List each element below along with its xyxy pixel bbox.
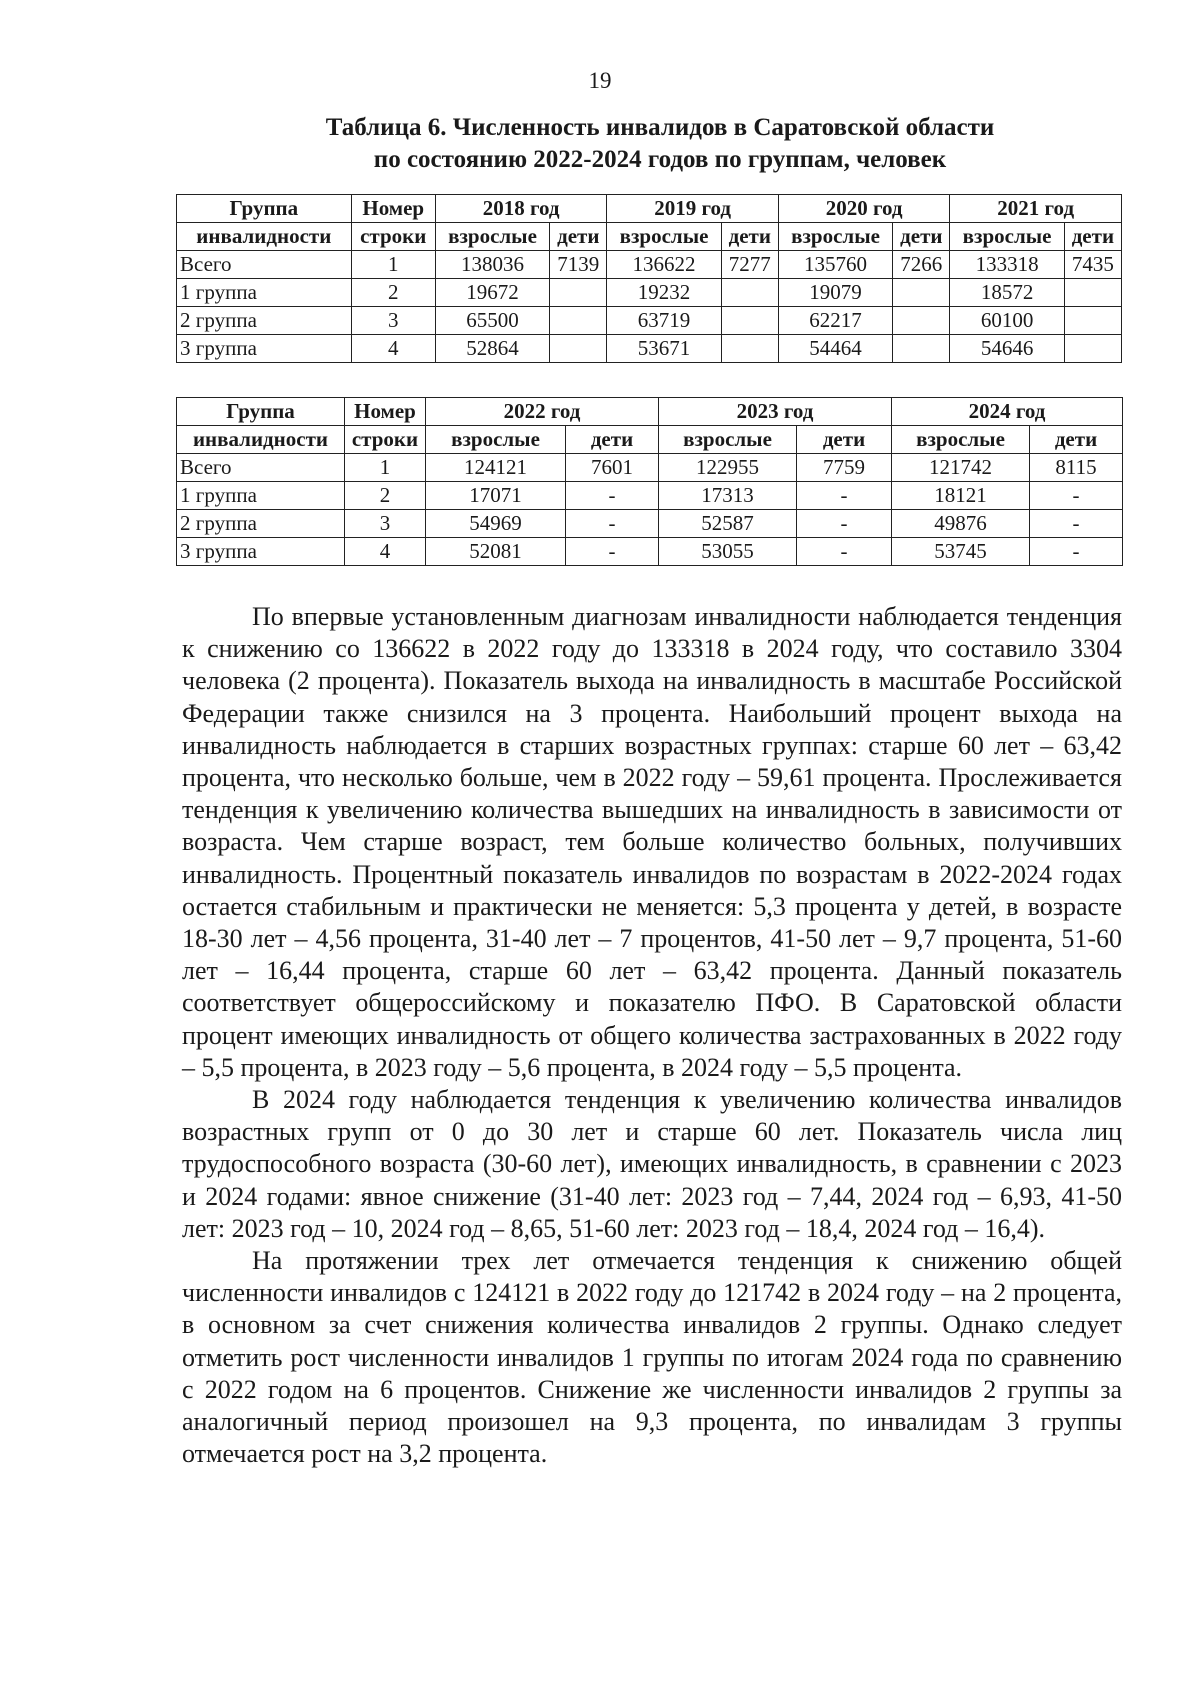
cell-adults: 52081	[426, 538, 566, 566]
table-header-row	[177, 195, 1122, 223]
cell-adults: 63719	[607, 307, 721, 335]
cell-adults: 53671	[607, 335, 721, 363]
subheader-children: дети	[1030, 426, 1123, 454]
subheader-adults: взрослые	[892, 426, 1030, 454]
cell-adults: 54969	[426, 510, 566, 538]
cell-adults: 54646	[950, 335, 1064, 363]
table-subheader-row	[177, 223, 1122, 251]
cell-children	[893, 335, 950, 363]
cell-adults: 136622	[607, 251, 721, 279]
row-label: Всего	[177, 454, 345, 482]
subheader-adults: взрослые	[778, 223, 892, 251]
disability-table-2022-2024	[176, 397, 1123, 566]
cell-adults: 53745	[892, 538, 1030, 566]
cell-children	[1064, 307, 1121, 335]
table-header-row	[177, 398, 1123, 426]
header-group-cont: инвалидности	[177, 426, 345, 454]
cell-children	[550, 335, 607, 363]
cell-adults: 53055	[659, 538, 797, 566]
cell-adults: 19232	[607, 279, 721, 307]
header-row-number: Номер	[351, 195, 435, 223]
cell-children: -	[797, 538, 892, 566]
cell-children	[1064, 279, 1121, 307]
cell-adults: 133318	[950, 251, 1064, 279]
row-label: 1 группа	[177, 279, 352, 307]
subheader-adults: взрослые	[426, 426, 566, 454]
body-text	[182, 601, 1122, 1470]
row-number: 2	[345, 482, 426, 510]
cell-children: 7435	[1064, 251, 1121, 279]
row-label: 3 группа	[177, 335, 352, 363]
cell-adults: 122955	[659, 454, 797, 482]
cell-children: -	[1030, 538, 1123, 566]
cell-children: -	[1030, 482, 1123, 510]
table-row	[177, 510, 1123, 538]
header-year: 2021 год	[950, 195, 1122, 223]
row-number: 1	[351, 251, 435, 279]
subheader-children: дети	[550, 223, 607, 251]
cell-adults: 121742	[892, 454, 1030, 482]
cell-children: 8115	[1030, 454, 1123, 482]
cell-adults: 19672	[435, 279, 549, 307]
cell-children	[550, 279, 607, 307]
cell-children: -	[566, 482, 659, 510]
cell-children	[721, 335, 778, 363]
cell-adults: 60100	[950, 307, 1064, 335]
subheader-children: дети	[797, 426, 892, 454]
table-row	[177, 279, 1122, 307]
subheader-children: дети	[893, 223, 950, 251]
row-number: 2	[351, 279, 435, 307]
cell-adults: 135760	[778, 251, 892, 279]
cell-children	[721, 279, 778, 307]
paragraph: По впервые установленным диагнозам инвалидности наблюдается тенденция к снижению со 136622 в 2022 году до 133318 в 2024 году, что составило 3304 человека (2 процента). Показатель выхода на инвалидность в масштабе Российской Федерации также снизился на 3 процента. Наибольший процент выхода на инвалидность наблюдается в старших возрастных группах: старше 60 лет – 63,42 процента, что несколько больше, чем в 2022 году – 59,61 процента. Прослеживается тенденция к увеличению количества вышедших на инвалидность в зависимости от возраста. Чем старше возраст, тем больше количество больных, получивших инвалидность. Процентный показатель инвалидов по возрастам в 2022-2024 годах остается стабильным и практически не меняется: 5,3 процента у детей, в возрасте 18-30 лет – 4,56 процента, 31-40 лет – 7 процентов, 41-50 лет – 9,7 процента, 51-60 лет – 16,44 процента, старше 60 лет – 63,42 процента. Данный показатель соответствует общероссийскому и показателю ПФО. В Саратовской области процент имеющих инвалидность от общего количества застрахованных в 2022 году – 5,5 процента, в 2023 году – 5,6 процента, в 2024 году – 5,5 процента.	[182, 602, 1122, 1082]
subheader-adults: взрослые	[659, 426, 797, 454]
header-year: 2022 год	[426, 398, 659, 426]
table-row	[177, 251, 1122, 279]
header-year: 2019 год	[607, 195, 779, 223]
table-row	[177, 335, 1122, 363]
header-row-number: Номер	[345, 398, 426, 426]
cell-children	[893, 279, 950, 307]
cell-adults: 124121	[426, 454, 566, 482]
table-row	[177, 482, 1123, 510]
subheader-children: дети	[566, 426, 659, 454]
paragraph: В 2024 году наблюдается тенденция к увеличению количества инвалидов возрастных групп от 0 до 30 лет и старше 60 лет. Показатель числа лиц трудоспособного возраста (30-60 лет), имеющих инвалидность, в сравнении с 2023 и 2024 годами: явное снижение (31-40 лет: 2023 год – 7,44, 2024 год – 6,93, 41-50 лет: 2023 год – 10, 2024 год – 8,65, 51-60 лет: 2023 год – 18,4, 2024 год – 16,4).	[182, 1085, 1122, 1243]
table-row	[177, 538, 1123, 566]
cell-children: 7139	[550, 251, 607, 279]
subheader-children: дети	[721, 223, 778, 251]
row-label: 3 группа	[177, 538, 345, 566]
table-title-line-2: по состоянию 2022-2024 годов по группам, человек	[373, 146, 947, 173]
row-label: 2 группа	[177, 510, 345, 538]
header-group: Группа	[177, 195, 352, 223]
cell-adults: 19079	[778, 279, 892, 307]
header-row-number-cont: строки	[345, 426, 426, 454]
cell-adults: 52587	[659, 510, 797, 538]
row-label: Всего	[177, 251, 352, 279]
cell-adults: 65500	[435, 307, 549, 335]
cell-children: -	[566, 510, 659, 538]
subheader-children: дети	[1064, 223, 1121, 251]
subheader-adults: взрослые	[950, 223, 1064, 251]
header-group-cont: инвалидности	[177, 223, 352, 251]
row-number: 3	[345, 510, 426, 538]
cell-children	[893, 307, 950, 335]
row-number: 1	[345, 454, 426, 482]
cell-adults: 17071	[426, 482, 566, 510]
row-number: 4	[351, 335, 435, 363]
cell-children: -	[797, 510, 892, 538]
row-number: 4	[345, 538, 426, 566]
cell-children	[1064, 335, 1121, 363]
disability-table-2018-2021	[176, 194, 1122, 363]
cell-children: 7266	[893, 251, 950, 279]
cell-adults: 49876	[892, 510, 1030, 538]
header-group: Группа	[177, 398, 345, 426]
cell-children: -	[566, 538, 659, 566]
row-label: 1 группа	[177, 482, 345, 510]
subheader-adults: взрослые	[435, 223, 549, 251]
header-year: 2024 год	[892, 398, 1123, 426]
cell-children: 7759	[797, 454, 892, 482]
page-number: 19	[588, 68, 612, 93]
table-row	[177, 307, 1122, 335]
table-title	[240, 112, 1080, 176]
table-subheader-row	[177, 426, 1123, 454]
cell-adults: 52864	[435, 335, 549, 363]
cell-adults: 18121	[892, 482, 1030, 510]
cell-children: 7277	[721, 251, 778, 279]
cell-children: -	[1030, 510, 1123, 538]
header-row-number-cont: строки	[351, 223, 435, 251]
table-title-line-1: Таблица 6. Численность инвалидов в Саратовской области	[325, 114, 995, 141]
row-number: 3	[351, 307, 435, 335]
cell-children	[721, 307, 778, 335]
cell-adults: 138036	[435, 251, 549, 279]
cell-children	[550, 307, 607, 335]
cell-adults: 54464	[778, 335, 892, 363]
header-year: 2020 год	[778, 195, 950, 223]
cell-adults: 62217	[778, 307, 892, 335]
paragraph: На протяжении трех лет отмечается тенденция к снижению общей численности инвалидов с 124121 в 2022 году до 121742 в 2024 году – на 2 процента, в основном за счет снижения количества инвалидов 2 группы. Однако следует отметить рост численности инвалидов 1 группы по итогам 2024 года по сравнению с 2022 годом на 6 процентов. Снижение же численности инвалидов 2 группы за аналогичный период произошел на 9,3 процента, по инвалидам 3 группы отмечается рост на 3,2 процента.	[182, 1246, 1122, 1469]
row-label: 2 группа	[177, 307, 352, 335]
cell-adults: 18572	[950, 279, 1064, 307]
cell-children: 7601	[566, 454, 659, 482]
header-year: 2018 год	[435, 195, 607, 223]
cell-children: -	[797, 482, 892, 510]
cell-adults: 17313	[659, 482, 797, 510]
header-year: 2023 год	[659, 398, 892, 426]
subheader-adults: взрослые	[607, 223, 721, 251]
table-row	[177, 454, 1123, 482]
